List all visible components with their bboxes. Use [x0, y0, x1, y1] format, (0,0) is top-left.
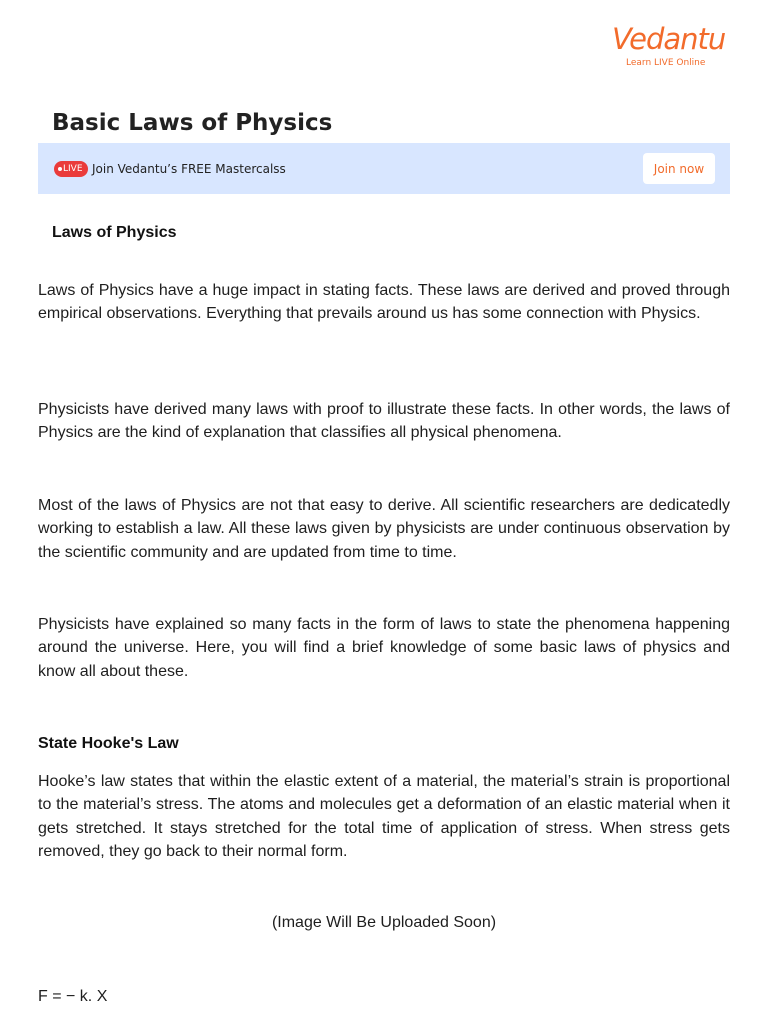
logo-tagline: Learn LIVE Online — [626, 58, 706, 68]
vedantu-logo[interactable] — [612, 22, 726, 72]
live-badge-label: LIVE — [63, 164, 83, 174]
banner-text: Join Vedantu’s FREE Mastercalss — [92, 162, 286, 176]
masterclass-banner — [38, 143, 730, 194]
intro-paragraph-4: Physicists have explained so many facts in the form of laws to state the phenomena happening around the universe. Here, you will find a brief knowledge of some basic laws of physics and know all about these. — [38, 616, 730, 680]
intro-paragraph-2: Physicists have derived many laws with proof to illustrate these facts. In other words, the laws of Physics are the kind of explanation that classifies all physical phenomena. — [38, 401, 730, 442]
intro-paragraph-3: Most of the laws of Physics are not that easy to derive. All scientific researchers are dedicatedly working to establish a law. All these laws given by physicists are under continuous observation by the scientific community and are updated from time to time. — [38, 497, 730, 561]
section-label: Laws of Physics — [52, 224, 177, 241]
hooke-heading: State Hooke's Law — [38, 735, 179, 752]
join-now-button[interactable]: Join now — [643, 153, 715, 184]
image-placeholder-note: (Image Will Be Uploaded Soon) — [271, 914, 497, 931]
intro-paragraph-1: Laws of Physics have a huge impact in stating facts. These laws are derived and proved through empirical observations. Everything that prevails around us has some connection with Physics. — [38, 282, 730, 323]
live-dot-icon — [58, 167, 62, 171]
live-badge — [54, 161, 88, 177]
page-title: Basic Laws of Physics — [52, 110, 333, 136]
hooke-paragraph: Hooke’s law states that within the elastic extent of a material, the material’s strain is proportional to the material’s stress. The atoms and molecules get a deformation of an elastic material when it gets stretched. It stays stretched for the total time of application of stress. When stress gets removed, they go back to their normal form. — [38, 773, 730, 861]
hooke-formula: F = − k. X — [38, 988, 108, 1005]
logo-wordmark: Vedantu — [612, 22, 726, 56]
